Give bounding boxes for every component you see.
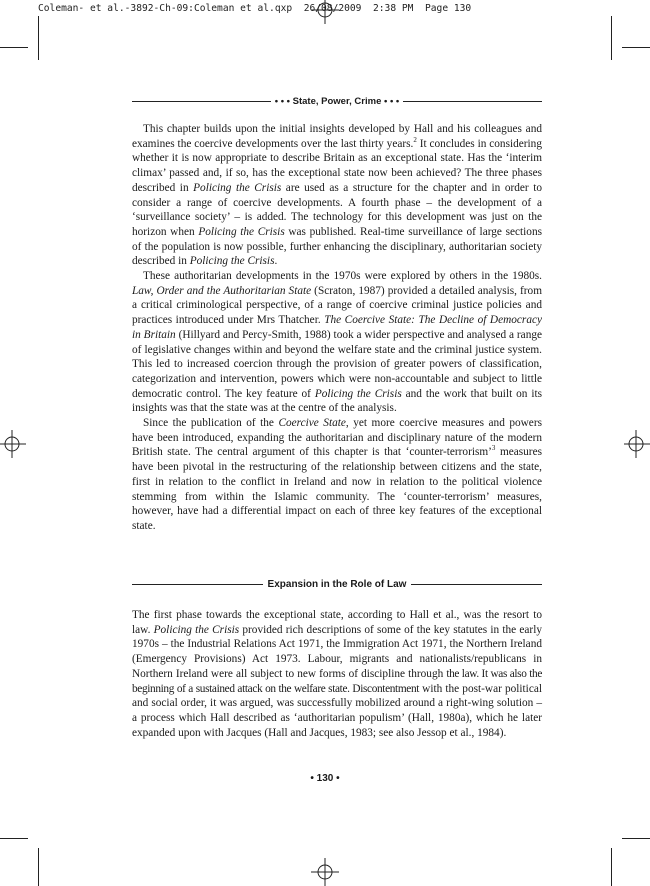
running-head-title: • • • State, Power, Crime • • • [274, 95, 400, 107]
section-heading [132, 577, 542, 591]
section-heading-title: Expansion in the Role of Law [267, 578, 407, 590]
paragraph-2: These authoritarian developments in the 1970s were explored by others in the 1980s. Law, Order and the Authoritarian State (Scraton, 1987) provided a detailed analysis, from a critical criminological perspective, of a range of coercive criminal justice policies and practices introduced under Mrs Thatcher. The Coercive State: The Decline of Democracy in Britain (Hillyard and Percy-Smith, 1988) took a wider perspective and analysed a range of legislative changes within and beyond the welfare state and the criminal justice system. This led to increased coercion through the provision of greater powers of classification, categorization and intervention, powers which were non-accountable and subject to little democratic control. The key feature of Policing the Crisis and the work that built on its insights was that the state was at the centre of the analysis. [132, 270, 543, 415]
crop-mark-bottom-left-v [38, 848, 39, 886]
book-title: Policing the Crisis [193, 181, 282, 194]
book-title: Policing the Crisis [153, 623, 240, 636]
registration-mark-left-icon [0, 426, 28, 462]
body-text-lower [132, 608, 542, 740]
running-head-rule-left [132, 101, 271, 102]
crop-mark-top-right-h [622, 47, 650, 48]
body-text-upper [132, 122, 542, 534]
running-head-rule-right [403, 101, 542, 102]
paragraph-1: This chapter builds upon the initial insights developed by Hall and his colleagues and examines the coercive developments over the last thirty years.$^2$ It concludes in considering whether it is now appropriate to describe Britain as an exceptional state. Has the ‘interim climax’ passed and, if so, has the exceptional state now been achieved? The three phases described in Policing the Crisis are used as a structure for the chapter and in order to consider a range of coercive developments. A fourth phase – the development of a ‘surveillance society’ – is added. The technology for this development was just on the horizon when Policing the Crisis was published. Real-time surveillance of large sections of the population is now possible, further enhancing the disciplinary, authoritarian society described in Policing the Crisis. [132, 123, 542, 268]
paragraph-4: The first phase towards the exceptional state, according to Hall et al., was the resort to law. Policing the Crisis provided rich descriptions of some of the key statutes in the early 1970s – the Industrial Relations Act 1971, the Immigration Act 1971, the Northern Ireland (Emergency Provisions) Act 1973. Labour, migrants and nationalists/republicans in Northern Ireland were all subject to new forms of discipline through the law. It was also the beginning of a sustained attack on the welfare state. Discontentment with the post-war political and social order, it was argued, was successfully mobilized around a right-wing solution – a process which Hall described as ‘authoritarian populism’ (Hall, 1980a), which he later expanded upon with Jacques (Hall and Jacques, 1983; see also Jessop et al., 1984). [132, 609, 542, 739]
book-title: Policing the Crisis [198, 225, 285, 238]
footnote-ref-3[interactable]: 3 [491, 444, 496, 453]
book-title: Policing the Crisis [314, 387, 402, 400]
book-title: The Coercive State: The Decline of Democracy in Britain [132, 314, 542, 341]
book-title: Coercive State [278, 417, 346, 430]
crop-mark-bottom-right-h [622, 838, 650, 839]
print-slug: Coleman- et al.-3892-Ch-09:Coleman et al.qxp 26/08/2009 2:38 PM Page 130 [38, 3, 472, 14]
section-heading-rule-right [411, 584, 542, 585]
crop-mark-bottom-left-h [0, 838, 28, 839]
running-head [132, 94, 542, 108]
crop-mark-top-left-v [38, 16, 39, 60]
crop-mark-top-left-h [0, 47, 28, 48]
book-title: Policing the Crisis [189, 255, 275, 268]
crop-mark-top-right-v [611, 16, 612, 60]
book-title: Law, Order and the Authoritarian State [132, 284, 312, 297]
crop-mark-bottom-right-v [611, 848, 612, 886]
footnote-ref-2[interactable]: 2 [413, 135, 417, 144]
section-heading-rule-left [132, 584, 263, 585]
registration-mark-top-icon [307, 0, 343, 26]
registration-mark-right-icon [622, 426, 650, 462]
paragraph-3: Since the publication of the Coercive State, yet more coercive measures and powers have been introduced, expanding the authoritarian and disciplinary nature of the modern British state. The central argument of this chapter is that ‘counter-terrorism’$^3$ measures have been pivotal in the restructuring of the relationship between citizens and the state, first in relation to the conflict in Ireland and now in relation to the political violence stemming from within the Islamic community. The ‘counter-terrorism’ measures, however, have had a differential impact on each of three key features of the exceptional state. [132, 417, 542, 532]
page-number: • 130 • [310, 773, 340, 784]
registration-mark-bottom-icon [307, 858, 343, 886]
